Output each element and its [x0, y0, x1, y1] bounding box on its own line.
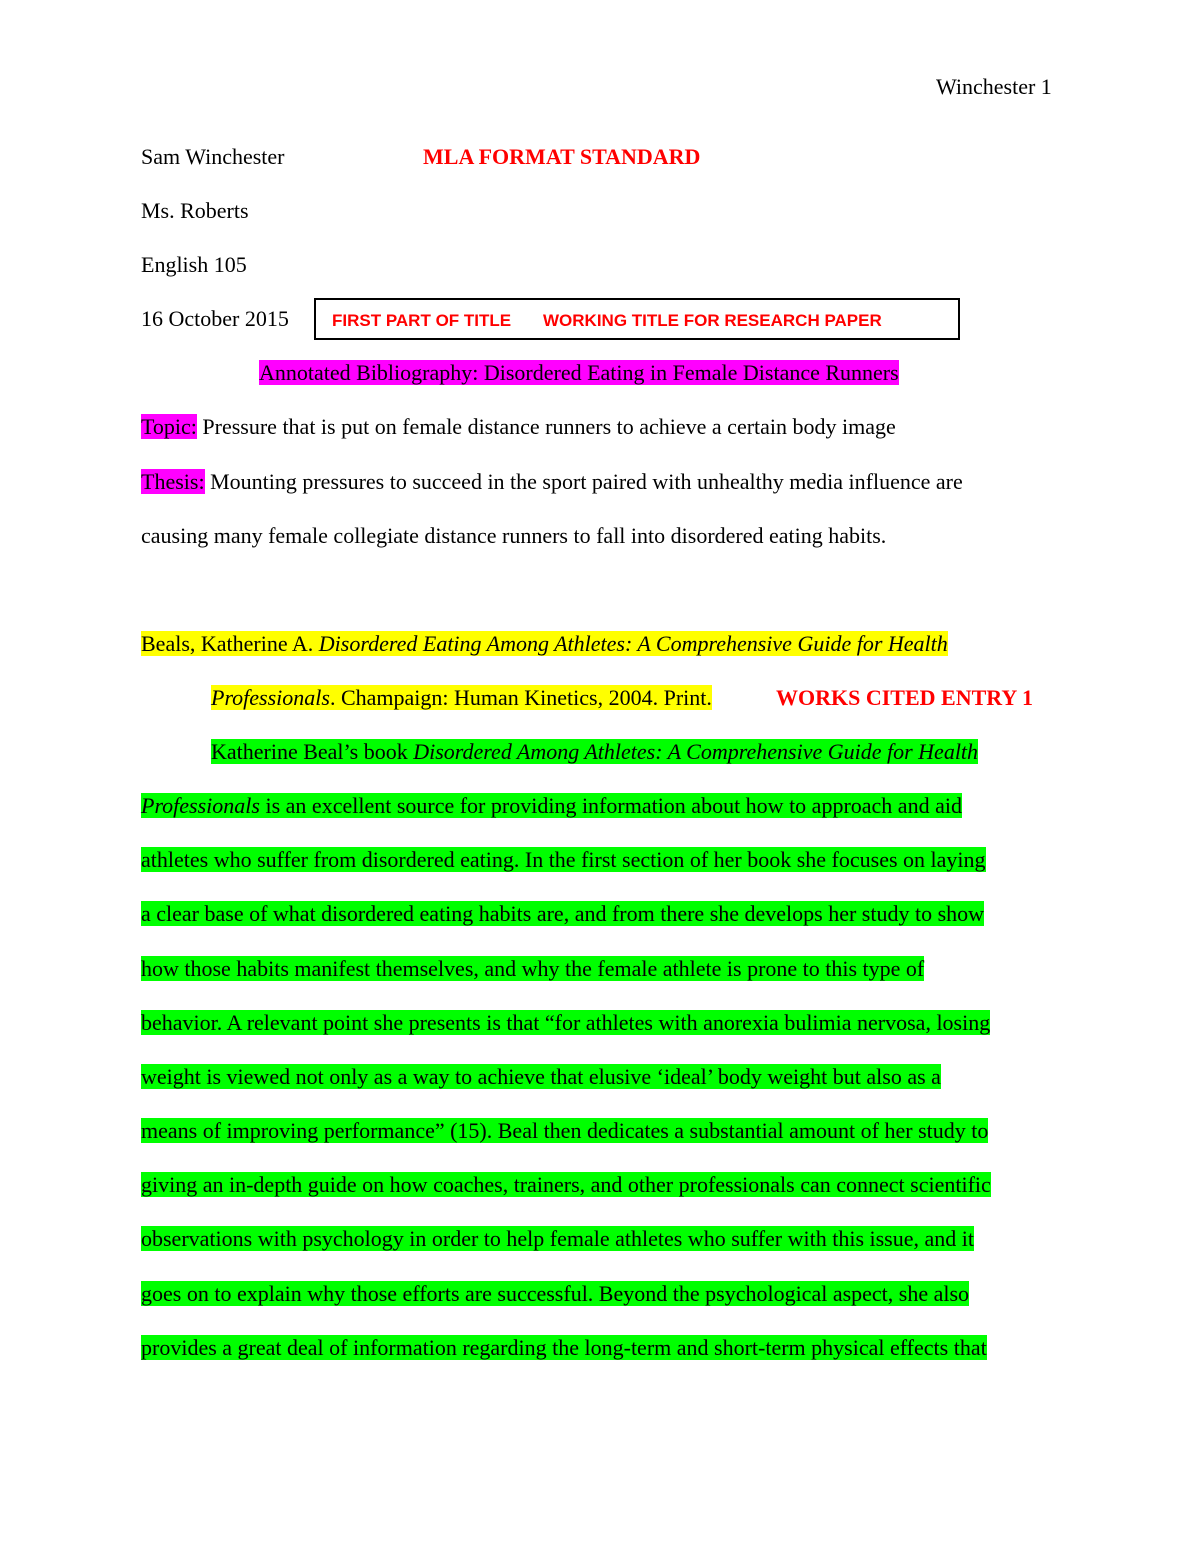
annotation-book-title: Disordered Among Athletes: A Comprehensive Guide for Health — [413, 739, 979, 764]
topic-text: Pressure that is put on female distance runners to achieve a certain body image — [196, 414, 896, 439]
annotation-line-3: athletes who suffer from disordered eating. In the first section of her book she focuses on laying — [141, 847, 986, 872]
citation-publication: Professionals. Champaign: Human Kinetics, 2004. Print. — [211, 685, 712, 710]
annotation-line-7: weight is viewed not only as a way to achieve that elusive ‘ideal’ body weight but also as a — [141, 1064, 941, 1089]
citation-line-1 — [141, 631, 948, 657]
works-cited-note: WORKS CITED ENTRY 1 — [776, 685, 1033, 710]
annotation-line-10: observations with psychology in order to help female athletes who suffer with this issue, and it — [141, 1226, 974, 1251]
topic-line — [141, 414, 896, 440]
annotation-line-9: giving an in-depth guide on how coaches, trainers, and other professionals can connect scientific — [141, 1172, 991, 1197]
citation-line-2 — [211, 685, 712, 711]
annotation-line-5: how those habits manifest themselves, and why the female athlete is prone to this type of — [141, 956, 925, 981]
course-name: English 105 — [141, 252, 247, 277]
date: 16 October 2015 — [141, 306, 289, 331]
thesis-line-1 — [141, 469, 963, 495]
citation-title-part1: Disordered Eating Among Athletes: A Comprehensive Guide for Health — [318, 631, 948, 656]
mla-format-note: MLA FORMAT STANDARD — [423, 144, 701, 169]
paper-title-text: Annotated Bibliography: Disordered Eating in Female Distance Runners — [259, 360, 899, 385]
annotation-line-4: a clear base of what disordered eating habits are, and from there she develops her study to show — [141, 901, 985, 926]
working-title-note: WORKING TITLE FOR RESEARCH PAPER — [543, 311, 882, 330]
student-name: Sam Winchester — [141, 144, 285, 169]
paper-title — [259, 360, 899, 386]
thesis-label: Thesis: — [141, 469, 205, 494]
title-annotation-box — [314, 298, 960, 340]
annotation-line-12: provides a great deal of information regarding the long-term and short-term physical effects that — [141, 1335, 987, 1360]
instructor-name: Ms. Roberts — [141, 198, 249, 223]
running-head: Winchester 1 — [936, 74, 1052, 99]
annotation-line-1: Katherine Beal’s book Disordered Among Athletes: A Comprehensive Guide for Health — [211, 739, 979, 764]
first-part-of-title-note: FIRST PART OF TITLE — [332, 311, 512, 330]
annotation-book-title-end: Professionals — [141, 793, 260, 818]
citation-author: Beals, Katherine A. Disordered Eating Among Athletes: A Comprehensive Guide for Health — [141, 631, 948, 656]
annotation-line-6: behavior. A relevant point she presents is that “for athletes with anorexia bulimia nervosa, losing — [141, 1010, 991, 1035]
thesis-line-2: causing many female collegiate distance runners to fall into disordered eating habits. — [141, 523, 887, 548]
annotation-line-8: means of improving performance” (15). Beal then dedicates a substantial amount of her study to — [141, 1118, 989, 1143]
citation-title-part2: Professionals — [211, 685, 330, 710]
topic-label: Topic: — [141, 414, 197, 439]
annotation-line-11: goes on to explain why those efforts are successful. Beyond the psychological aspect, she also — [141, 1281, 970, 1306]
annotation-line-2: Professionals is an excellent source for providing information about how to approach and aid — [141, 793, 962, 818]
thesis-text-1: Mounting pressures to succeed in the sport paired with unhealthy media influence are — [204, 469, 963, 494]
